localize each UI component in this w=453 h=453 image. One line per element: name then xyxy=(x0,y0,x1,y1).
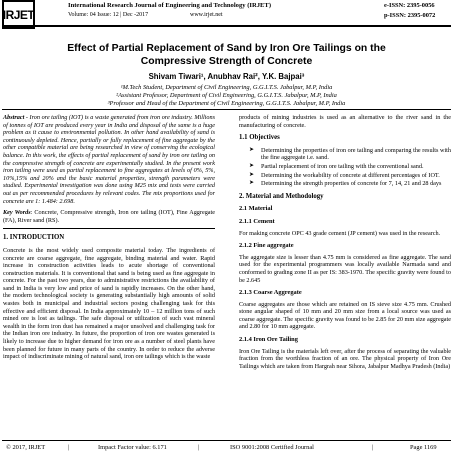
bullet-arrow-icon: ➤ xyxy=(249,180,255,187)
journal-title: International Research Journal of Engineering and Technology (IRJET) xyxy=(68,2,272,9)
footer-divider: | xyxy=(198,444,200,451)
section-heading-objectives: 1.1 Objectives xyxy=(239,134,280,142)
title-separator xyxy=(2,109,451,110)
journal-header xyxy=(0,0,453,30)
paper-title: Effect of Partial Replacement of Sand by Iron Ore Tailings on the Compressive Strength of Concrete xyxy=(67,43,386,67)
eissn: e-ISSN: 2395-0056 xyxy=(384,2,435,9)
objective-item: ➤ Partial replacement of iron ore tailing with the conventional sand. xyxy=(249,162,424,170)
subsection-heading-iron-ore-tailing: 2.1.4 Iron Ore Tailing xyxy=(239,336,298,344)
coarse-aggregate-text: Coarse aggregates are those which are retained on IS sieve size 4.75 mm. Crushed stone angular shaped of 10 mm and 20 mm size from a local source was used as coarse aggregate. The specific gravity was found to be 2.85 for 20 mm size aggregate and 2.80 for 10 mm aggregate. xyxy=(239,300,451,331)
subsection-heading-cement: 2.1.1 Cement xyxy=(239,217,275,225)
section-heading-methodology: 2. Material and Methodology xyxy=(239,192,324,200)
bullet-arrow-icon: ➤ xyxy=(249,162,255,169)
footer-divider: | xyxy=(68,444,70,451)
objective-item: ➤ Determining the workability of concrete at different percentages of IOT. xyxy=(249,171,440,179)
footer-copyright: © 2017, IRJET xyxy=(6,444,46,451)
authors: Shivam Tiwari¹, Anubhav Rai², Y.K. Bajpai³ xyxy=(148,72,305,81)
section-heading-introduction: 1. INTRODUCTION xyxy=(3,234,65,242)
right-column xyxy=(239,114,451,374)
abstract-label: Abstract xyxy=(3,114,25,121)
volume-issue: Volume: 04 Issue: 12 | Dec -2017 xyxy=(68,12,149,18)
header-rule xyxy=(2,25,451,27)
abstract-text: - Iron ore tailing (IOT) is a waste generated from iron ore industry. Millions of tonnes of IOT are produced every year in India and disposal of the same is a huge problem as it cause to environmental pollution. In other hand availability of sand is continuously depleted. Hence, partially or fully replacement of fine aggregate by the other compatible material are being researched in view of conserving the ecological balance. In this work, the effects of partial replacement of sand by iron ore tailing on the compressive strength of concrete are experimentally studied. In the present work iron tailing were used as partial replacement to fine aggregates at levels of 0%, 5%, 10%,15% and 20% and the basic material properties, strength parameters were studied. Experimental investigation was done using M25 mix and tests were carried out as per recommended procedures by relevant codes. The mix proportions used for concrete are 1: 1.484: 2.698. xyxy=(3,114,215,205)
footer-divider: | xyxy=(372,444,374,451)
keywords-text: : Concrete, Compressive strength, Iron ore tailing (IOT), Fine Aggregate (FA), River sand (RS). xyxy=(3,209,215,224)
keywords xyxy=(3,209,215,224)
affiliation-1: ¹M.Tech Student, Department of Civil Engineering, G.G.I.T.S. Jabalpur, M.P, India xyxy=(120,84,333,91)
introduction-continued: products of mining industries is used as an alternative to the river sand in the manufacturing of concrete. xyxy=(239,114,451,129)
keywords-label: Key Words xyxy=(3,209,31,217)
cement-text: For making concrete OPC 43 grade cement (JP cement) was used in the research. xyxy=(239,229,441,237)
left-column xyxy=(3,114,215,365)
objective-item: ➤ Determining the strength properties of concrete for 7, 14, 21 and 28 days xyxy=(249,180,442,188)
subsection-heading-fine-aggregate: 2.1.2 Fine aggregate xyxy=(239,242,294,250)
pissn: p-ISSN: 2395-0072 xyxy=(384,12,436,19)
introduction-text: Concrete is the most widely used composite material today. The ingredients of concrete are coarse aggregate, fine aggregate, binding material and water. Rapid increase in construction activities leads to acute shortage of conventional construction materials. It is conventional that sand is being used as fine aggregate in concrete. For the past two years, due to administrative restrictions the availability of sand in India is very low and price of sand is rapidly increases. On the other hand, the modern technological society is generating substantially high amounts of solid wastes both in municipal and industrial sectors posing challenging task for this effective and efficient disposal. In India approximately 10 – 12 million tons of such mined ore is lost as tailings. The safe disposal or utilization of such vast mineral wealth in the form iron dust has remained a major unsolved and challenging task for the Indian iron ore industry. In future, the proportion of iron ore wastes generated is likely to increase due to higher demand for iron ore as a number of steel plants have been planned for future in many parts of the country. In order to reduce the adverse impact of indiscriminate mining of natural sand, iron ore tailings which is the waste xyxy=(3,246,215,361)
bullet-arrow-icon: ➤ xyxy=(249,146,255,153)
affiliation-3: ³Professor and Head of the Department of Civil Engineering, G.G.I.T.S. Jabalpur, M.P, India xyxy=(107,100,346,107)
affiliation-2: ²Assistant Professor, Department of Civil Engineering, G.G.I.T.S. Jabalpur, M.P, India xyxy=(116,92,337,99)
iron-ore-tailing-text: Iron Ore Tailing is the materials left over, after the process of separating the valuable fraction from the worthless fraction of an ore. The physical property of Iron Ore Tailings which are taken from Hargrah near Sihora, Jabalpur Madhya Pradesh (India) xyxy=(239,347,451,370)
objective-item: ➤ Determining the properties of iron ore tailing and comparing the results with the fine aggregate i.e. sand. xyxy=(249,146,451,162)
abstract-separator xyxy=(3,228,215,229)
bullet-arrow-icon: ➤ xyxy=(249,171,255,178)
abstract xyxy=(3,114,215,205)
subsection-heading-material: 2.1 Material xyxy=(239,205,273,213)
footer-impact-factor: Impact Factor value: 6.171 xyxy=(98,444,167,451)
page-footer xyxy=(2,440,451,453)
journal-url[interactable]: www.irjet.net xyxy=(190,12,223,18)
fine-aggregate-text: The aggregate size is lesser than 4.75 mm is considered as fine aggregate. The sand used for the experimental programmers was locally available Narmada sand and conformed to grading zone II as per IS: 383-1970. The specific gravity were found to be 2.645 xyxy=(239,253,451,284)
footer-rule xyxy=(2,440,451,441)
footer-iso: ISO 9001:2008 Certified Journal xyxy=(230,444,314,451)
irjet-logo: IRJET xyxy=(2,0,35,29)
subsection-heading-coarse-aggregate: 2.1.3 Coarse Aggregate xyxy=(239,289,302,297)
footer-page-number: Page 1169 xyxy=(410,444,437,451)
